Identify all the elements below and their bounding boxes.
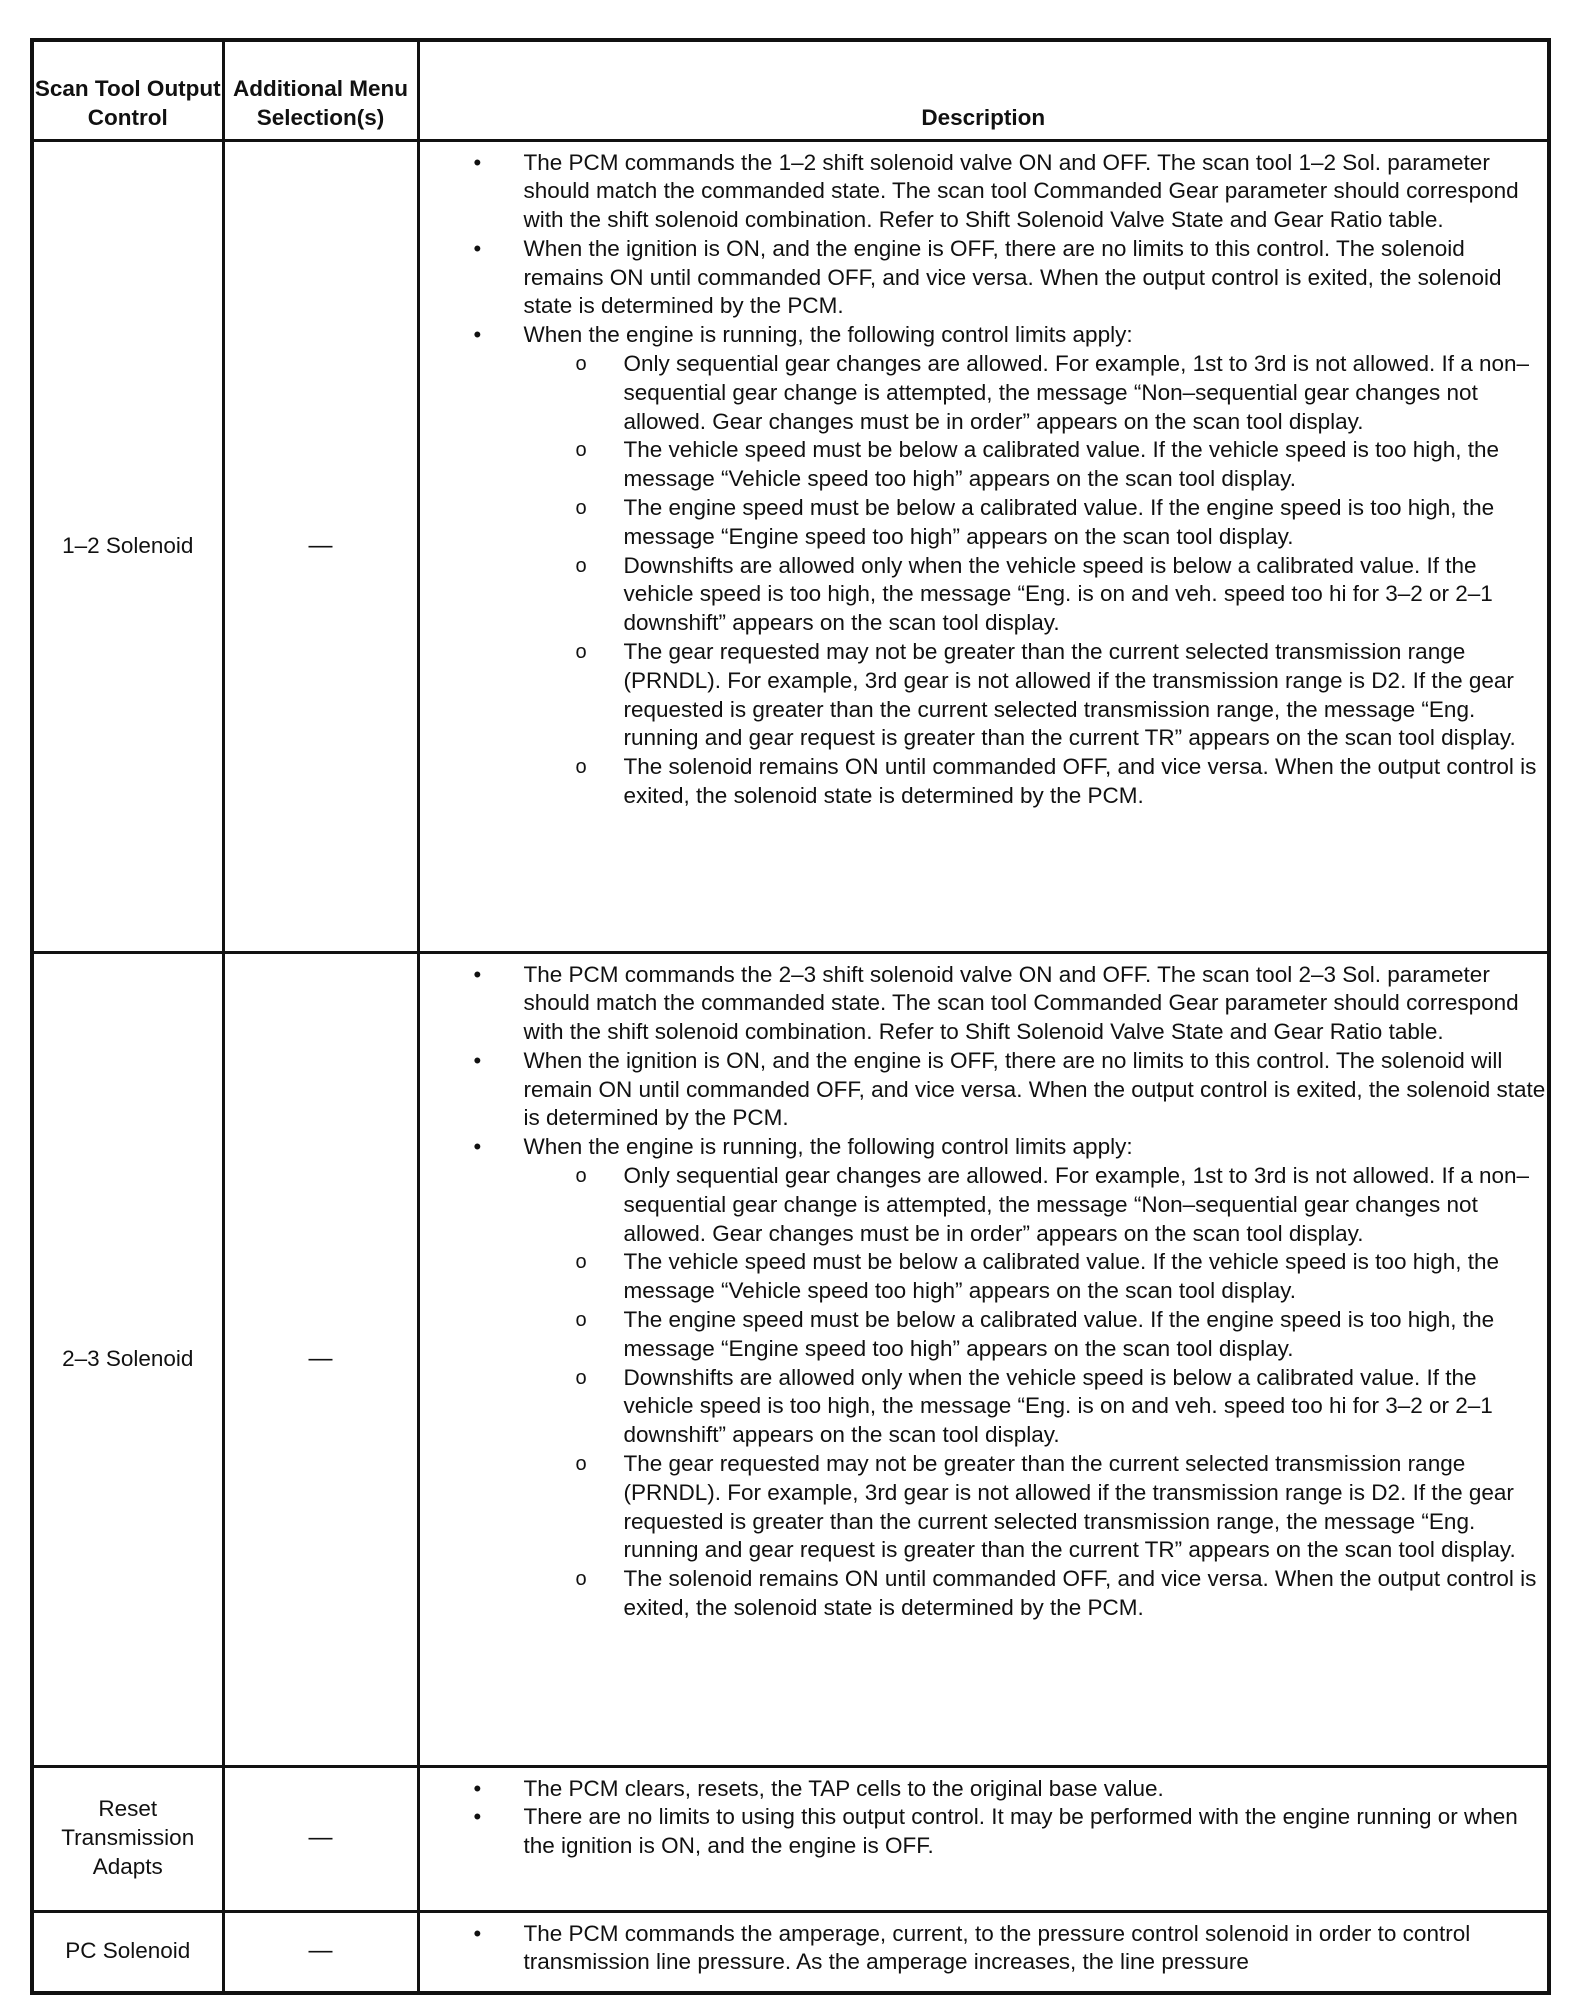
bullet-item: • The PCM commands the amperage, current, to the pressure control solenoid in order to control transmission line pressure. As the amperage increases, the line pressure [420,1920,1548,1978]
sub-bullet-item: o The solenoid remains ON until commanded OFF, and vice versa. When the output control is exited, the solenoid state is determined by the PCM. [520,1565,1548,1623]
menu-selection: — [223,1766,418,1911]
header-scan-tool-output-control: Scan Tool Output Control [32,40,223,140]
bullet-list [420,149,1548,811]
header-additional-menu-selections: Additional Menu Selection(s) [223,40,418,140]
sub-bullet-item: o The gear requested may not be greater than the current selected transmission range (PRNDL). For example, 3rd gear is not allowed if the transmission range is D2. If the gear requested is greater than the current selected transmission range, the message “Eng. running and gear request is greater than the current TR” appears on the scan tool display. [520,1450,1548,1565]
description-cell [418,952,1549,1766]
menu-selection: — [223,140,418,952]
bullet-item: • The PCM clears, resets, the TAP cells to the original base value. [420,1775,1548,1804]
sub-bullet-item: o Downshifts are allowed only when the vehicle speed is below a calibrated value. If the vehicle speed is too high, the message “Eng. is on and veh. speed too hi for 3–2 or 2–1 downshift” appears on the scan tool display. [520,552,1548,638]
bullet-list [420,1775,1548,1861]
bullet-item [420,321,1548,811]
table-row-1-2-solenoid [32,140,1549,952]
menu-selection: — [223,952,418,1766]
control-name: 1–2 Solenoid [32,140,223,952]
bullet-item: • When the ignition is ON, and the engine is OFF, there are no limits to this control. The solenoid remains ON until commanded OFF, and vice versa. When the output control is exited, the solenoid state is determined by the PCM. [420,235,1548,321]
description-cell [418,1766,1549,1911]
bullet-text: When the engine is running, the following control limits apply: [523,1134,1133,1160]
sub-bullet-item: o The engine speed must be below a calibrated value. If the engine speed is too high, the message “Engine speed too high” appears on the scan tool display. [520,494,1548,552]
output-control-table [30,38,1551,1995]
bullet-list [420,1920,1548,1978]
control-name: Reset Transmission Adapts [32,1766,223,1911]
control-name: PC Solenoid [32,1911,223,1993]
sub-bullet-item: o Downshifts are allowed only when the vehicle speed is below a calibrated value. If the vehicle speed is too high, the message “Eng. is on and veh. speed too hi for 3–2 or 2–1 downshift” appears on the scan tool display. [520,1364,1548,1450]
sub-bullet-item: o Only sequential gear changes are allowed. For example, 1st to 3rd is not allowed. If a non–sequential gear change is attempted, the message “Non–sequential gear changes not allowed. Gear changes must be in order” appears on the scan tool display. [520,1162,1548,1248]
sub-bullet-item: o The vehicle speed must be below a calibrated value. If the vehicle speed is too high, the message “Vehicle speed too high” appears on the scan tool display. [520,1248,1548,1306]
header-row [32,40,1549,140]
control-name: 2–3 Solenoid [32,952,223,1766]
description-cell [418,1911,1549,1993]
description-cell [418,140,1549,952]
sub-bullet-list [524,350,1548,811]
bullet-item: • There are no limits to using this output control. It may be performed with the engine running or when the ignition is ON, and the engine is OFF. [420,1803,1548,1861]
sub-bullet-item: o The engine speed must be below a calibrated value. If the engine speed is too high, the message “Engine speed too high” appears on the scan tool display. [520,1306,1548,1364]
header-description: Description [418,40,1549,140]
bullet-item: • The PCM commands the 2–3 shift solenoid valve ON and OFF. The scan tool 2–3 Sol. parameter should match the commanded state. The scan tool Commanded Gear parameter should correspond with the shift solenoid combination. Refer to Shift Solenoid Valve State and Gear Ratio table. [420,961,1548,1047]
bullet-item [420,1133,1548,1623]
sub-bullet-item: o Only sequential gear changes are allowed. For example, 1st to 3rd is not allowed. If a non–sequential gear change is attempted, the message “Non–sequential gear changes not allowed. Gear changes must be in order” appears on the scan tool display. [520,350,1548,436]
bullet-text: When the engine is running, the following control limits apply: [523,322,1133,348]
menu-selection: — [223,1911,418,1993]
sub-bullet-item: o The solenoid remains ON until commanded OFF, and vice versa. When the output control is exited, the solenoid state is determined by the PCM. [520,753,1548,811]
table-row-reset-transmission-adapts [32,1766,1549,1911]
bullet-item: • The PCM commands the 1–2 shift solenoid valve ON and OFF. The scan tool 1–2 Sol. parameter should match the commanded state. The scan tool Commanded Gear parameter should correspond with the shift solenoid combination. Refer to Shift Solenoid Valve State and Gear Ratio table. [420,149,1548,235]
sub-bullet-item: o The vehicle speed must be below a calibrated value. If the vehicle speed is too high, the message “Vehicle speed too high” appears on the scan tool display. [520,436,1548,494]
table-row-2-3-solenoid [32,952,1549,1766]
bullet-item: • When the ignition is ON, and the engine is OFF, there are no limits to this control. The solenoid will remain ON until commanded OFF, and vice versa. When the output control is exited, the solenoid state is determined by the PCM. [420,1047,1548,1133]
table-row-pc-solenoid [32,1911,1549,1993]
sub-bullet-item: o The gear requested may not be greater than the current selected transmission range (PRNDL). For example, 3rd gear is not allowed if the transmission range is D2. If the gear requested is greater than the current selected transmission range, the message “Eng. running and gear request is greater than the current TR” appears on the scan tool display. [520,638,1548,753]
sub-bullet-list [524,1162,1548,1623]
bullet-list [420,961,1548,1623]
